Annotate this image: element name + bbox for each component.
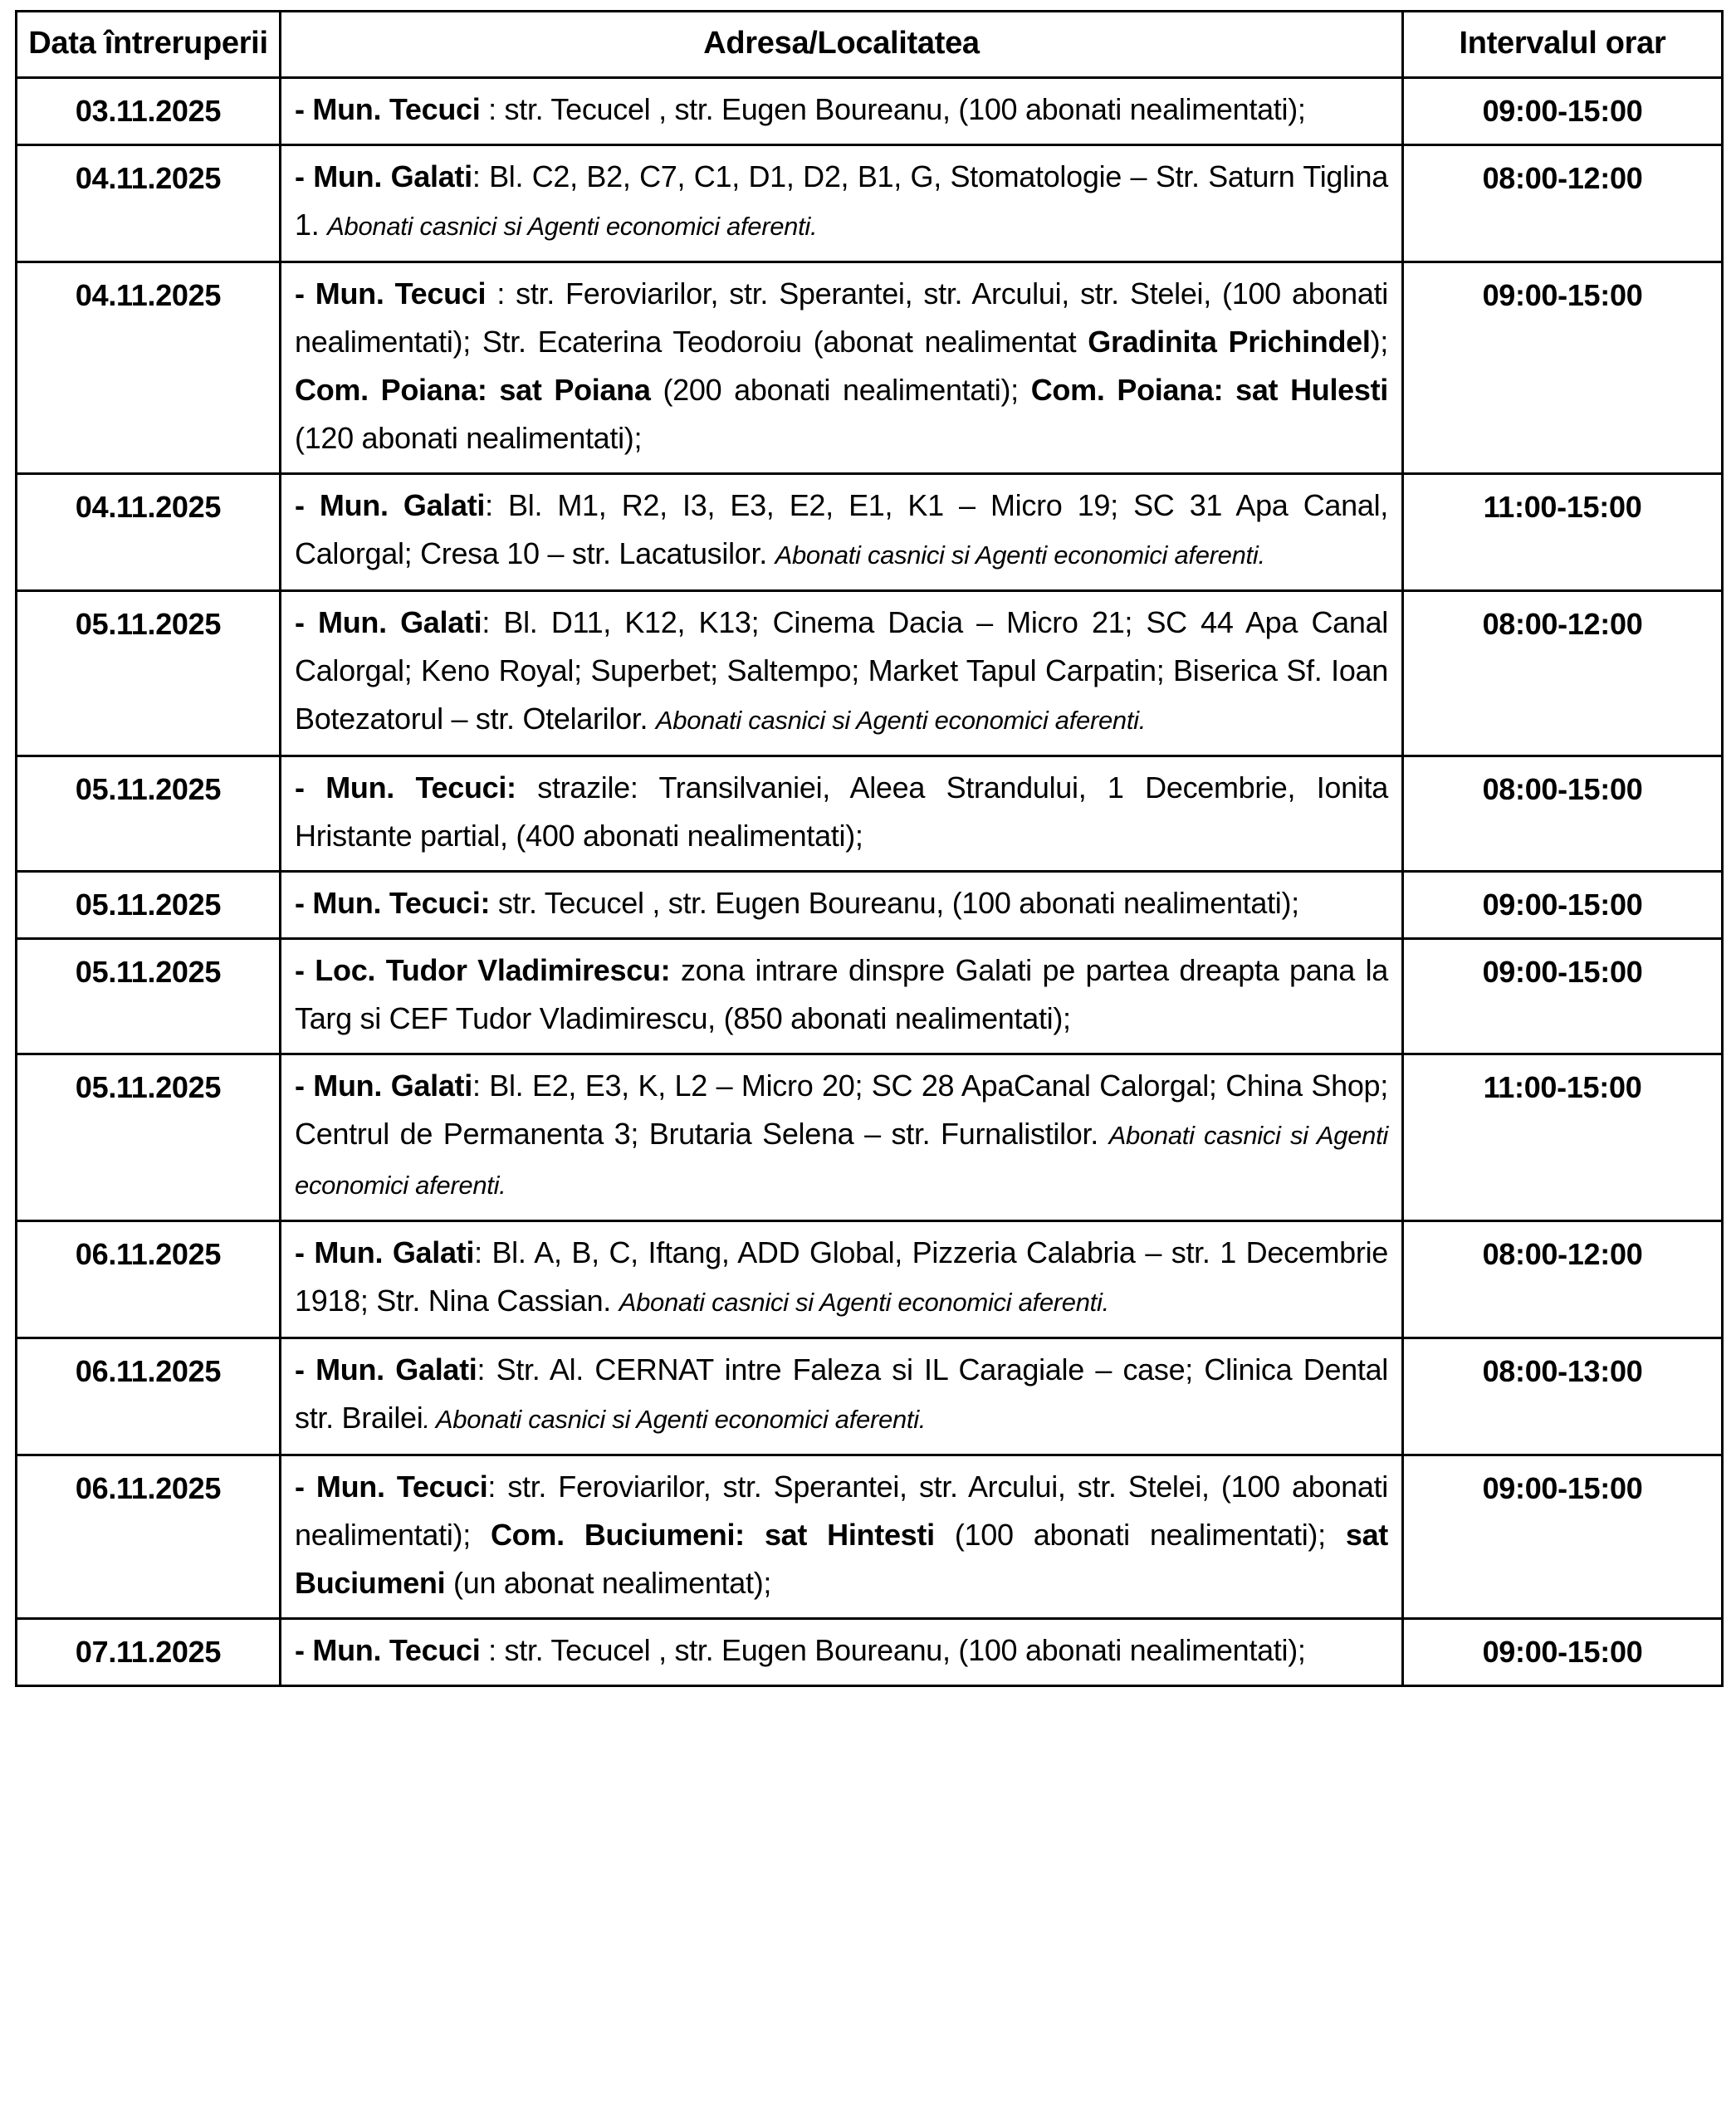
address-cell	[281, 144, 1403, 262]
address-segment: : str. Feroviarilor, str. Sperantei, str. Arcului, str. Stelei, (100 abonati nealimentati); Str. Ecaterina Teodoroiu (abonat nealimentat	[295, 276, 1388, 359]
table-row	[17, 756, 1723, 871]
address-cell	[281, 262, 1403, 473]
table-header	[17, 12, 1723, 78]
address-cell	[281, 756, 1403, 871]
table-row	[17, 1338, 1723, 1455]
interval-cell: 09:00-15:00	[1403, 871, 1723, 938]
interval-cell: 09:00-15:00	[1403, 938, 1723, 1054]
table-row	[17, 144, 1723, 262]
address-segment: (120 abonati nealimentati);	[295, 420, 643, 455]
address-cell	[281, 1338, 1403, 1455]
address-segment: - Loc. Tudor Vladimirescu:	[295, 952, 681, 987]
address-cell	[281, 871, 1403, 938]
table-row	[17, 473, 1723, 590]
table-row	[17, 1455, 1723, 1618]
header-date: Data întreruperii	[17, 12, 281, 78]
address-segment: : Bl. M1, R2, I3, E3, E2, E1, K1 – Micro 19; SC 31 Apa Canal, Calorgal; Cresa 10 – str. Lacatusilor.	[295, 487, 1388, 570]
address-cell	[281, 1618, 1403, 1685]
address-segment: str. Tecucel , str. Eugen Boureanu, (100 abonati nealimentati);	[497, 885, 1299, 920]
table-row	[17, 1618, 1723, 1685]
date-cell: 07.11.2025	[17, 1618, 281, 1685]
address-segment: - Mun. Tecuci	[295, 1469, 488, 1504]
address-segment: strazile: Transilvaniei, Aleea Strandului, 1 Decembrie, Ionita Hristante partial, (400 abonati nealimentati);	[295, 770, 1388, 853]
address-cell	[281, 590, 1403, 756]
interval-cell: 08:00-12:00	[1403, 590, 1723, 756]
address-segment: (un abonat nealimentat);	[453, 1565, 772, 1600]
header-address: Adresa/Localitatea	[281, 12, 1403, 78]
address-segment: Gradinita Prichindel	[1088, 324, 1371, 359]
address-segment: : str. Tecucel , str. Eugen Boureanu, (100 abonati nealimentati);	[488, 91, 1306, 126]
address-segment: sat Buciumeni	[295, 1517, 1388, 1600]
interval-cell: 11:00-15:00	[1403, 473, 1723, 590]
address-segment: - Mun. Galati	[295, 1235, 475, 1269]
date-cell: 05.11.2025	[17, 590, 281, 756]
address-segment: - Mun. Tecuci:	[295, 770, 538, 805]
header-interval: Intervalul orar	[1403, 12, 1723, 78]
address-cell	[281, 1455, 1403, 1618]
address-segment: - Mun. Galati	[295, 1068, 472, 1103]
address-segment: Abonati casnici si Agenti economici aferenti.	[619, 1287, 1109, 1317]
address-segment: - Mun. Tecuci	[295, 91, 489, 126]
interval-cell: 09:00-15:00	[1403, 262, 1723, 473]
table-row	[17, 1054, 1723, 1220]
address-cell	[281, 938, 1403, 1054]
outage-schedule-table	[15, 10, 1724, 1687]
address-cell	[281, 473, 1403, 590]
table-row	[17, 262, 1723, 473]
address-segment: : Bl. E2, E3, K, L2 – Micro 20; SC 28 ApaCanal Calorgal; China Shop; Centrul de Permanenta 3; Brutaria Selena – str. Furnalistilor.	[295, 1068, 1388, 1151]
date-cell: 05.11.2025	[17, 871, 281, 938]
table-row	[17, 590, 1723, 756]
date-cell: 04.11.2025	[17, 144, 281, 262]
address-segment: : Bl. A, B, C, Iftang, ADD Global, Pizzeria Calabria – str. 1 Decembrie 1918; Str. Nina Cassian.	[295, 1235, 1389, 1318]
address-segment: - Mun. Galati	[295, 1352, 477, 1387]
date-cell: 05.11.2025	[17, 756, 281, 871]
address-segment: zona intrare dinspre Galati pe partea dreapta pana la Targ si CEF Tudor Vladimirescu, (850 abonati nealimentati);	[295, 952, 1388, 1035]
date-cell: 05.11.2025	[17, 1054, 281, 1220]
address-segment: (200 abonati nealimentati);	[663, 372, 1031, 407]
interval-cell: 08:00-13:00	[1403, 1338, 1723, 1455]
address-cell	[281, 1220, 1403, 1338]
address-segment: : Bl. C2, B2, C7, C1, D1, D2, B1, G, Stomatologie – Str. Saturn Tiglina 1.	[295, 159, 1388, 242]
address-segment: Abonati casnici si Agenti economici aferenti.	[295, 1120, 1389, 1200]
date-cell: 04.11.2025	[17, 473, 281, 590]
header-row	[17, 12, 1723, 78]
address-segment: Com. Poiana: sat Hulesti	[1030, 372, 1389, 407]
address-segment: . Abonati casnici si Agenti economici aferenti.	[423, 1404, 927, 1434]
address-segment: Com. Buciumeni: sat Hintesti	[490, 1517, 955, 1552]
address-segment: - Mun. Galati	[295, 604, 482, 639]
date-cell: 03.11.2025	[17, 77, 281, 144]
address-segment: - Mun. Galati	[295, 159, 472, 193]
table-row	[17, 871, 1723, 938]
table-row	[17, 77, 1723, 144]
date-cell: 06.11.2025	[17, 1338, 281, 1455]
interval-cell: 09:00-15:00	[1403, 1618, 1723, 1685]
date-cell: 06.11.2025	[17, 1455, 281, 1618]
date-cell: 06.11.2025	[17, 1220, 281, 1338]
address-segment: : str. Feroviarilor, str. Sperantei, str. Arcului, str. Stelei, (100 abonati nealimentati);	[295, 1469, 1388, 1552]
address-segment: Abonati casnici si Agenti economici aferenti.	[775, 540, 1265, 570]
address-segment: - Mun. Tecuci	[295, 1632, 489, 1667]
address-segment: Abonati casnici si Agenti economici aferenti.	[655, 705, 1147, 735]
address-segment: (100 abonati nealimentati);	[954, 1517, 1346, 1552]
address-cell	[281, 77, 1403, 144]
table-row	[17, 1220, 1723, 1338]
address-segment: : Str. Al. CERNAT intre Faleza si IL Caragiale – case; Clinica Dental str. Brailei	[295, 1352, 1389, 1435]
address-cell	[281, 1054, 1403, 1220]
interval-cell: 08:00-12:00	[1403, 1220, 1723, 1338]
date-cell: 05.11.2025	[17, 938, 281, 1054]
interval-cell: 08:00-15:00	[1403, 756, 1723, 871]
date-cell: 04.11.2025	[17, 262, 281, 473]
interval-cell: 08:00-12:00	[1403, 144, 1723, 262]
address-segment: - Mun. Galati	[295, 487, 486, 522]
interval-cell: 09:00-15:00	[1403, 1455, 1723, 1618]
address-segment: );	[1370, 324, 1388, 359]
table-row	[17, 938, 1723, 1054]
address-segment: - Mun. Tecuci:	[295, 885, 498, 920]
interval-cell: 11:00-15:00	[1403, 1054, 1723, 1220]
address-segment: Com. Poiana: sat Poiana	[295, 372, 663, 407]
address-segment: Abonati casnici si Agenti economici aferenti.	[327, 211, 818, 241]
interval-cell: 09:00-15:00	[1403, 77, 1723, 144]
address-segment: : Bl. D11, K12, K13; Cinema Dacia – Micro 21; SC 44 Apa Canal Calorgal; Keno Royal; Superbet; Saltempo; Market Tapul Carpatin; Biserica Sf. Ioan Botezatorul – str. Otelarilor.	[295, 604, 1388, 736]
address-segment: - Mun. Tecuci	[295, 276, 497, 311]
address-segment: : str. Tecucel , str. Eugen Boureanu, (100 abonati nealimentati);	[488, 1632, 1306, 1667]
outage-table-body	[17, 77, 1723, 1685]
